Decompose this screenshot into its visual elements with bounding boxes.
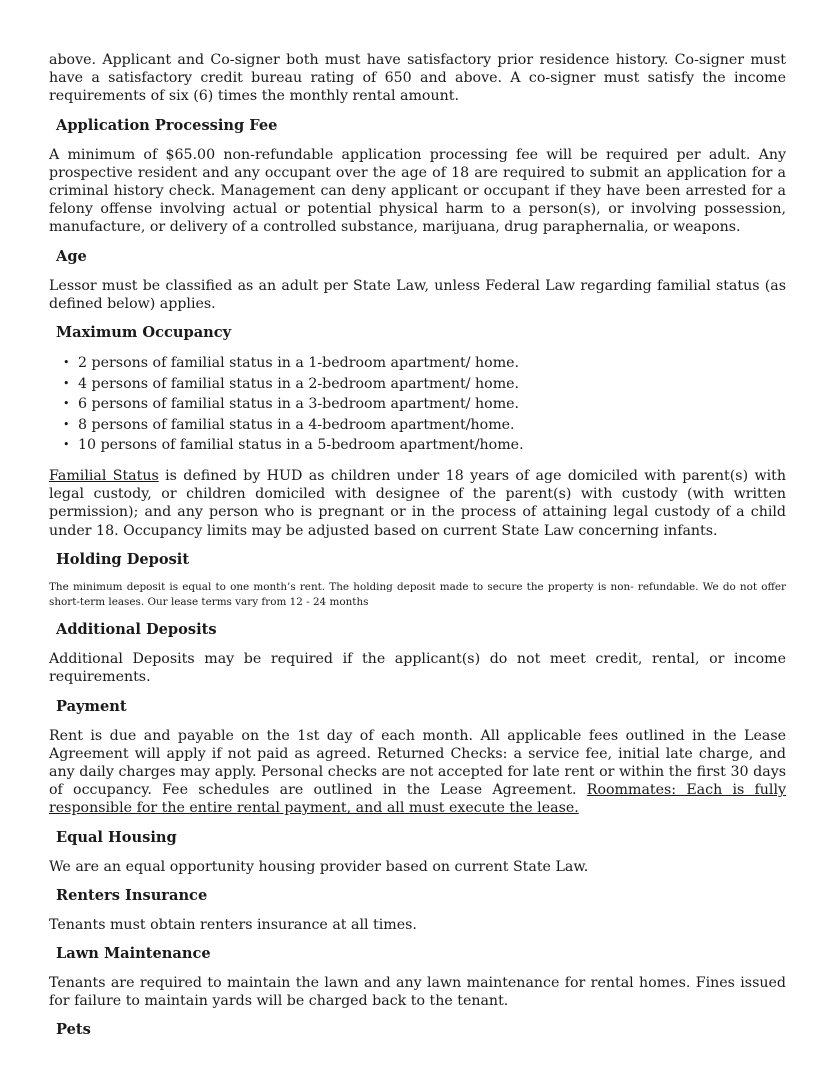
list-item: • 8 persons of familial status in a 4-bedroom apartment/home. [63, 415, 786, 436]
list-item: • 4 persons of familial status in a 2-bedroom apartment/ home. [63, 374, 786, 395]
age-paragraph: Lessor must be classified as an adult per State Law, unless Federal Law regarding familial status (as defined below) applies. [49, 277, 786, 312]
heading-age: Age [56, 247, 87, 265]
payment-paragraph [49, 727, 786, 818]
application-fee-paragraph: A minimum of $65.00 non-refundable application processing fee will be required per adult. Any prospective resident and any occupant over the age of 18 are required to submit an application for a criminal history check. Management can deny applicant or occupant if they have been arrested for a felony offense involving actual or potential physical harm to a person(s), or involving possession, manufacture, or delivery of a controlled substance, marijuana, drug paraphernalia, or weapons. [49, 146, 786, 236]
list-item: • 6 persons of familial status in a 3-bedroom apartment/ home. [63, 394, 786, 415]
heading-payment: Payment [56, 697, 127, 715]
heading-additional-deposits: Additional Deposits [56, 621, 217, 639]
heading-lawn-maintenance: Lawn Maintenance [56, 945, 211, 963]
heading-renters-insurance: Renters Insurance [56, 886, 208, 904]
heading-application-fee: Application Processing Fee [56, 116, 278, 134]
list-item: • 10 persons of familial status in a 5-bedroom apartment/home. [63, 435, 786, 456]
equal-housing-paragraph: We are an equal opportunity housing provider based on current State Law. [49, 858, 589, 875]
heading-holding-deposit: Holding Deposit [56, 550, 190, 568]
lawn-maintenance-paragraph: Tenants are required to maintain the lawn and any lawn maintenance for rental homes. Fines issued for failure to maintain yards will be charged back to the tenant. [49, 975, 786, 1010]
familial-status-text: is defined by HUD as children under 18 years of age domiciled with parent(s) with legal custody, or children domiciled with designee of the parent(s) with custody (with written permission); and any person who is pregnant or in the process of attaining legal custody of a child under 18. Occupancy limits may be adjusted based on current State Law concerning infants. [49, 468, 786, 539]
list-item: • 2 persons of familial status in a 1-bedroom apartment/ home. [63, 353, 786, 374]
additional-deposits-paragraph: Additional Deposits may be required if the applicant(s) do not meet credit, rental, or income requirements. [49, 651, 786, 686]
payment-text: Rent is due and payable on the 1st day of each month. All applicable fees outlined in the Lease Agreement will apply if not paid as agreed. Returned Checks: a service fee, initial late charge, and any daily charges may apply. Personal checks are not accepted for late rent or within the first 30 days of occupancy. Fee schedules are outlined in the Lease Agreement. [49, 727, 786, 799]
heading-equal-housing: Equal Housing [56, 828, 177, 846]
roommates-notice: Roommates: Each is fully responsible for the entire rental payment, and all must execute the lease. [49, 782, 786, 817]
holding-deposit-paragraph: The minimum deposit is equal to one month’s rent. The holding deposit made to secure the property is non- refundable. We do not offer short-term leases. Our lease terms vary from 12 - 24 months [49, 580, 786, 609]
familial-status-paragraph [49, 467, 786, 540]
occupancy-list [49, 353, 786, 456]
intro-paragraph: above. Applicant and Co-signer both must have satisfactory prior residence history. Co-signer must have a satisfactory credit bureau rating of 650 and above. A co-signer must satisfy the income requirements of six (6) times the monthly rental amount. [49, 52, 786, 105]
heading-pets: Pets [56, 1021, 91, 1039]
renters-insurance-paragraph: Tenants must obtain renters insurance at all times. [49, 916, 417, 933]
familial-status-term: Familial Status [49, 468, 159, 484]
heading-maximum-occupancy: Maximum Occupancy [56, 324, 232, 342]
